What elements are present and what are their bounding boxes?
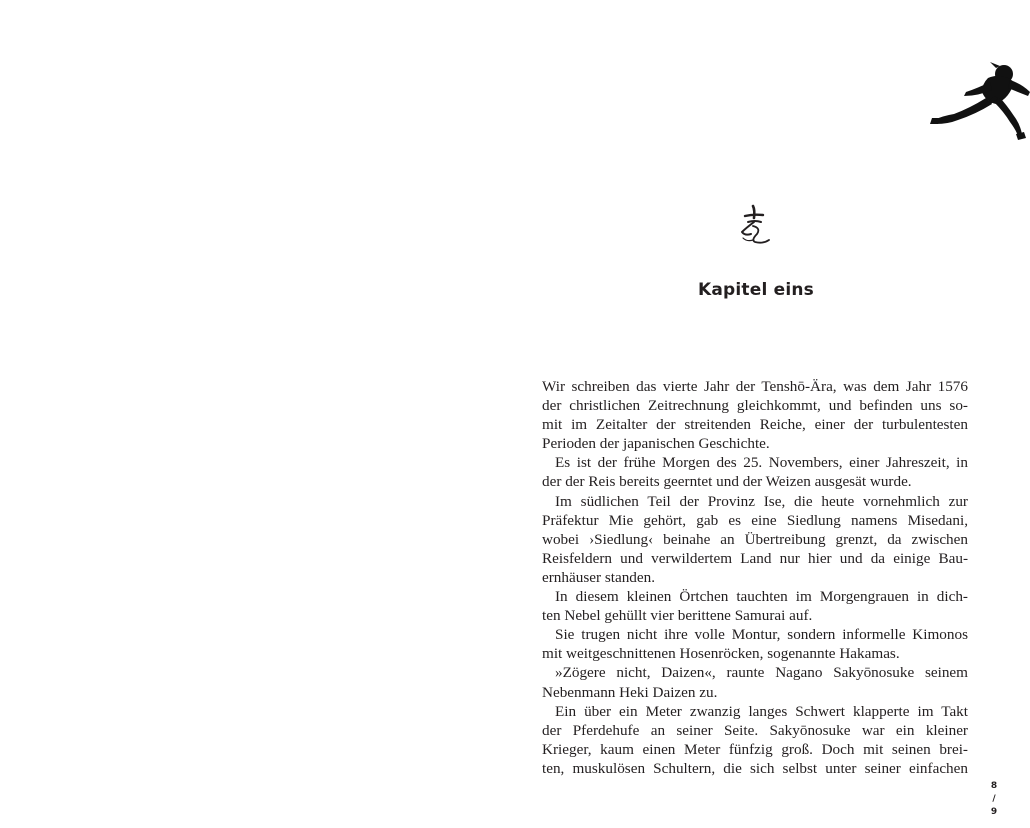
text-line: Wir schreiben das vierte Jahr der Tenshō-Ära, was dem Jahr 1576 <box>542 378 968 395</box>
page-number-left: 8 <box>990 781 998 791</box>
text-line: mit im Zeitalter der streitenden Reiche, einer der turbulentesten <box>542 416 968 434</box>
running-ninja-illustration <box>930 58 1030 140</box>
body-text <box>542 377 968 779</box>
text-line: Es ist der frühe Morgen des 25. Novembers, einer Jahreszeit, in <box>555 454 968 472</box>
text-line: Perioden der japanischen Geschichte. <box>542 435 770 453</box>
text-line: Ein über ein Meter zwanzig langes Schwert klapperte im Takt <box>555 702 968 720</box>
text-line: Nebenmann Heki Daizen zu. <box>542 683 718 701</box>
chapter-title: Kapitel eins <box>697 280 815 300</box>
text-line: wobei ›Siedlung‹ beinahe an Übertreibung grenzt, da zwischen <box>542 530 968 548</box>
text-line: Reisfeldern und verwildertem Land nur hier und da einige Bau- <box>542 549 968 567</box>
text-line: »Zögere nicht, Daizen«, raunte Nagano Sakyōnosuke seinem <box>555 664 968 682</box>
page-number-separator: / <box>992 794 996 804</box>
page-number-right: 9 <box>990 807 998 817</box>
text-line: ten Nebel gehüllt vier berittene Samurai auf. <box>542 607 813 625</box>
text-line: ernhäuser standen. <box>542 568 656 586</box>
text-line: Im südlichen Teil der Provinz Ise, die heute vornehmlich zur <box>555 492 968 510</box>
text-line: ten, muskulösen Schultern, die sich selbst unter seiner einfachen <box>542 759 968 777</box>
text-line: mit weitgeschnittenen Hosenröcken, sogenannte Hakamas. <box>542 645 900 663</box>
calligraphy-ornament-icon <box>733 200 777 248</box>
text-line: der Pferdehufe an seiner Seite. Sakyōnosuke war ein kleiner <box>542 721 968 739</box>
page-number <box>986 780 1002 819</box>
text-line: der christlichen Zeitrechnung gleichkommt, und befinden uns so- <box>542 397 968 415</box>
text-line: Sie trugen nicht ihre volle Montur, sondern informelle Kimonos <box>555 626 968 644</box>
text-line: Präfektur Mie gehört, gab es eine Siedlung namens Misedani, <box>542 511 968 529</box>
text-line: Krieger, kaum einen Meter fünfzig groß. Doch mit seinen brei- <box>542 740 968 758</box>
text-line: In diesem kleinen Örtchen tauchten im Morgengrauen in dich- <box>555 588 968 606</box>
text-line: der der Reis bereits geerntet und der Weizen ausgesät wurde. <box>542 473 912 491</box>
